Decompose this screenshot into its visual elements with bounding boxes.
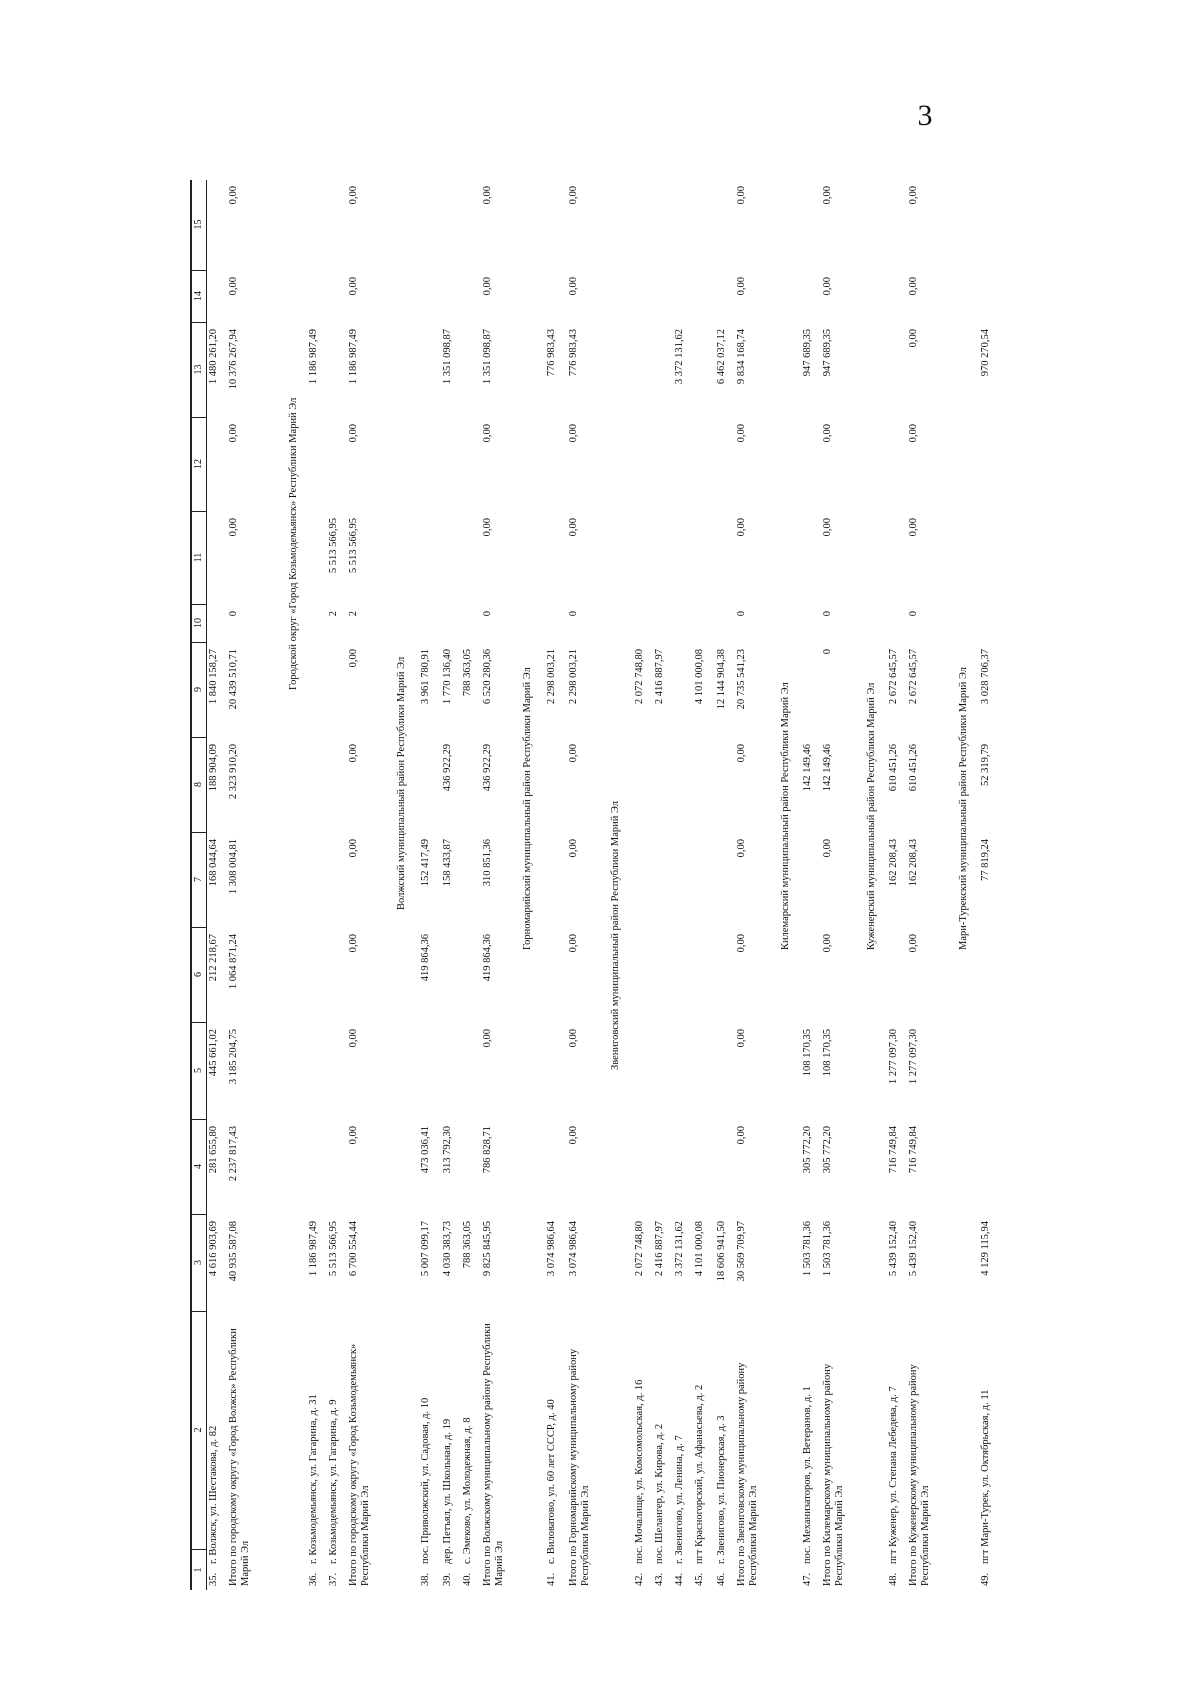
section-title: Килемарский муниципальный район Республики Марий Эл [780, 682, 791, 950]
header-col-5: 5 [192, 1022, 206, 1120]
cell-c3: 5 007 099,17 [420, 1221, 431, 1277]
cell-c5: 3 185 204,75 [228, 1029, 239, 1085]
header-col-13: 13 [192, 322, 206, 418]
cell-c8: 142 149,46 [822, 744, 833, 792]
cell-c3: 3 372 131,62 [674, 1221, 685, 1277]
cell-c10: 2 [348, 611, 359, 617]
cell-c15: 0,00 [568, 186, 579, 205]
cell-c8: 2 323 910,20 [228, 744, 239, 800]
address-label: г. Волжск, ул. Шестакова, д. 82 [208, 1425, 219, 1564]
cell-c13: 0,00 [908, 329, 919, 348]
cell-c7: 168 044,64 [208, 839, 219, 887]
cell-c14: 0,00 [908, 277, 919, 296]
cell-c7: 0,00 [822, 839, 833, 858]
cell-c3: 6 700 554,44 [348, 1221, 359, 1277]
cell-c4: 716 749,84 [908, 1126, 919, 1174]
address-label: с. Виловатово, ул. 60 лет СССР, д. 40 [546, 1399, 557, 1564]
cell-c8: 0,00 [568, 744, 579, 763]
cell-c8: 610 451,26 [908, 744, 919, 792]
cell-c13: 970 270,54 [980, 329, 991, 377]
cell-c9: 20 439 510,71 [228, 649, 239, 710]
address-label: пос. Шелангер, ул. Кирова, д. 2 [654, 1423, 665, 1564]
cell-c9: 3 028 706,37 [980, 649, 991, 705]
cell-c3: 788 363,05 [462, 1221, 473, 1269]
row-number: 47. [802, 1572, 813, 1586]
row-number: 42. [634, 1572, 645, 1586]
cell-c12: 0,00 [908, 424, 919, 443]
cell-c6: 1 064 871,24 [228, 934, 239, 990]
address-label: пос. Приволжский, ул. Садовая, д. 10 [420, 1397, 431, 1564]
address-label: дер. Петъял, ул. Школьная, д. 19 [442, 1418, 453, 1564]
cell-c4: 305 772,20 [802, 1126, 813, 1174]
cell-c7: 158 433,87 [442, 839, 453, 887]
cell-c11: 0,00 [568, 518, 579, 537]
cell-c3: 1 186 987,49 [308, 1221, 319, 1277]
cell-c6: 0,00 [908, 934, 919, 953]
cell-c7: 77 819,24 [980, 839, 991, 881]
cell-c4: 313 792,30 [442, 1126, 453, 1174]
cell-c4: 0,00 [568, 1126, 579, 1145]
cell-c14: 0,00 [568, 277, 579, 296]
cell-c3: 18 606 941,50 [716, 1221, 727, 1282]
cell-c15: 0,00 [736, 186, 747, 205]
cell-c8: 436 922,29 [482, 744, 493, 792]
cell-c5: 1 277 097,30 [888, 1029, 899, 1085]
header-col-8: 8 [192, 737, 206, 833]
cell-c11: 5 513 566,95 [348, 518, 359, 574]
section-title: Горномарийский муниципальный район Республики Марий Эл [522, 667, 533, 950]
cell-c13: 10 376 267,94 [228, 329, 239, 390]
cell-c10: 0 [568, 611, 579, 617]
cell-c3: 4 101 000,08 [694, 1221, 705, 1277]
section-title: Мари-Турекский муниципальный район Республики Марий Эл [958, 666, 969, 950]
cell-c5: 0,00 [568, 1029, 579, 1048]
header-col-4: 4 [192, 1119, 206, 1215]
address-label: пос. Мочалище, ул. Комсомольская, д. 16 [634, 1379, 645, 1564]
cell-c12: 0,00 [736, 424, 747, 443]
cell-c13: 1 186 987,49 [348, 329, 359, 385]
cell-c6: 0,00 [568, 934, 579, 953]
budget-table [190, 180, 991, 1590]
subtotal-label: Итого по Звениговскому муниципальному району Республики Марий Эл [736, 1362, 759, 1586]
cell-c9: 12 144 904,38 [716, 649, 727, 710]
cell-c6: 212 218,67 [208, 934, 219, 982]
cell-c5: 0,00 [482, 1029, 493, 1048]
cell-c9: 2 298 003,21 [546, 649, 557, 705]
cell-c11: 0,00 [908, 518, 919, 537]
row-number: 38. [420, 1572, 431, 1586]
row-number: 46. [716, 1572, 727, 1586]
cell-c11: 0,00 [228, 518, 239, 537]
cell-c13: 3 372 131,62 [674, 329, 685, 385]
cell-c13: 947 689,35 [802, 329, 813, 377]
address-label: пос. Механизаторов, ул. Ветеранов, д. 1 [802, 1386, 813, 1564]
cell-c13: 947 689,35 [822, 329, 833, 377]
cell-c12: 0,00 [568, 424, 579, 443]
row-number: 39. [442, 1572, 453, 1586]
header-col-6: 6 [192, 927, 206, 1023]
subtotal-label: Итого по городскому округу «Город Козьмодемьянск» Республики Марий Эл [348, 1343, 371, 1586]
address-label: пгт Мари-Турек, ул. Октябрьская, д. 11 [980, 1389, 991, 1564]
cell-c7: 162 208,43 [908, 839, 919, 887]
subtotal-label: Итого по Волжскому муниципальному району Республики Марий Эл [482, 1323, 505, 1586]
row-number: 44. [674, 1572, 685, 1586]
cell-c3: 1 503 781,36 [802, 1221, 813, 1277]
cell-c8: 610 451,26 [888, 744, 899, 792]
cell-c14: 0,00 [736, 277, 747, 296]
cell-c10: 0 [482, 611, 493, 617]
cell-c12: 0,00 [822, 424, 833, 443]
cell-c9: 1 840 158,27 [208, 649, 219, 705]
cell-c3: 2 416 887,97 [654, 1221, 665, 1277]
section-title: Волжский муниципальный район Республики Марий Эл [396, 656, 407, 910]
cell-c6: 419 864,36 [482, 934, 493, 982]
subtotal-label: Итого по Килемарскому муниципальному району Республики Марий Эл [822, 1363, 845, 1586]
row-number: 45. [694, 1572, 705, 1586]
address-label: г. Козьмодемьянск, ул. Гагарина, д. 31 [308, 1394, 319, 1564]
cell-c6: 0,00 [736, 934, 747, 953]
cell-c9: 2 072 748,80 [634, 649, 645, 705]
cell-c8: 188 904,09 [208, 744, 219, 792]
cell-c4: 305 772,20 [822, 1126, 833, 1174]
cell-c13: 776 983,43 [546, 329, 557, 377]
cell-c4: 0,00 [348, 1126, 359, 1145]
cell-c4: 2 237 817,43 [228, 1126, 239, 1182]
cell-c15: 0,00 [908, 186, 919, 205]
cell-c10: 2 [328, 611, 339, 617]
cell-c8: 436 922,29 [442, 744, 453, 792]
cell-c7: 162 208,43 [888, 839, 899, 887]
section-title: Звениговский муниципальный район Республики Марий Эл [610, 800, 621, 1070]
cell-c4: 786 828,71 [482, 1126, 493, 1174]
cell-c15: 0,00 [482, 186, 493, 205]
address-label: пгт Красногорский, ул. Афанасьева, д. 2 [694, 1384, 705, 1564]
cell-c5: 0,00 [736, 1029, 747, 1048]
cell-c3: 9 825 845,95 [482, 1221, 493, 1277]
cell-c13: 1 186 987,49 [308, 329, 319, 385]
row-number: 36. [308, 1572, 319, 1586]
row-number: 43. [654, 1572, 665, 1586]
subtotal-label: Итого по Горномарийскому муниципальному району Республики Марий Эл [568, 1348, 591, 1586]
cell-c3: 4 129 115,94 [980, 1221, 991, 1276]
cell-c6: 0,00 [348, 934, 359, 953]
cell-c13: 1 351 098,87 [482, 329, 493, 385]
row-number: 48. [888, 1572, 899, 1586]
page-number: 3 [917, 99, 933, 132]
section-title: Городской округ «Город Козьмодемьянск» Республики Марий Эл [288, 397, 299, 690]
cell-c11: 5 513 566,95 [328, 518, 339, 574]
section-title: Куженерский муниципальный район Республики Марий Эл [866, 682, 877, 950]
cell-c3: 3 074 986,64 [568, 1221, 579, 1277]
cell-c3: 1 503 781,36 [822, 1221, 833, 1277]
cell-c9: 6 520 280,36 [482, 649, 493, 705]
cell-c15: 0,00 [348, 186, 359, 205]
row-number: 40. [462, 1572, 473, 1586]
subtotal-label: Итого по Куженерскому муниципальному району Республики Марий Эл [908, 1364, 931, 1586]
cell-c14: 0,00 [228, 277, 239, 296]
cell-c9: 2 298 003,21 [568, 649, 579, 705]
cell-c9: 1 770 136,40 [442, 649, 453, 705]
header-col-3: 3 [192, 1214, 206, 1312]
cell-c3: 30 569 709,97 [736, 1221, 747, 1282]
cell-c7: 0,00 [736, 839, 747, 858]
cell-c11: 0,00 [736, 518, 747, 537]
cell-c9: 4 101 000,08 [694, 649, 705, 705]
cell-c12: 0,00 [348, 424, 359, 443]
cell-c15: 0,00 [228, 186, 239, 205]
address-label: пгт Куженер, ул. Степана Лебедева, д. 7 [888, 1386, 899, 1564]
address-label: г. Звенигово, ул. Ленина, д. 7 [674, 1435, 685, 1564]
address-label: г. Козьмодемьянск, ул. Гагарина, д. 9 [328, 1399, 339, 1564]
cell-c10: 0 [228, 611, 239, 617]
cell-c3: 2 072 748,80 [634, 1221, 645, 1277]
header-col-1: 1 [193, 1567, 204, 1573]
cell-c7: 0,00 [348, 839, 359, 858]
cell-c13: 776 983,43 [568, 329, 579, 377]
cell-c7: 1 308 004,81 [228, 839, 239, 895]
cell-c14: 0,00 [822, 277, 833, 296]
header-col-7: 7 [192, 832, 206, 928]
subtotal-label: Итого по городскому округу «Город Волжск» Республики Марий Эл [228, 1328, 251, 1586]
cell-c3: 4 030 383,73 [442, 1221, 453, 1277]
cell-c6: 419 864,36 [420, 934, 431, 982]
header-col-14: 14 [192, 270, 206, 323]
row-number: 37. [328, 1572, 339, 1586]
address-label: г. Звенигово, ул. Пионерская, д. 3 [716, 1415, 727, 1564]
cell-c3: 40 935 587,08 [228, 1221, 239, 1282]
cell-c8: 52 319,79 [980, 744, 991, 786]
cell-c13: 9 834 168,74 [736, 329, 747, 385]
cell-c10: 0 [908, 611, 919, 617]
cell-c7: 310 851,36 [482, 839, 493, 887]
cell-c14: 0,00 [348, 277, 359, 296]
cell-c5: 108 170,35 [822, 1029, 833, 1077]
address-label: с. Эмеково, ул. Молодежная, д. 8 [462, 1417, 473, 1564]
cell-c4: 281 655,80 [208, 1126, 219, 1174]
cell-c8: 0,00 [348, 744, 359, 763]
cell-c13: 1 351 098,87 [442, 329, 453, 385]
cell-c13: 6 462 037,12 [716, 329, 727, 385]
cell-c4: 716 749,84 [888, 1126, 899, 1174]
row-number: 41. [546, 1572, 557, 1586]
cell-c9: 3 961 780,91 [420, 649, 431, 705]
cell-c9: 20 735 541,23 [736, 649, 747, 710]
column-number-header [190, 180, 207, 1590]
header-col-12: 12 [192, 417, 206, 512]
cell-c9: 2 672 645,57 [888, 649, 899, 705]
cell-c10: 0 [736, 611, 747, 617]
cell-c9: 2 416 887,97 [654, 649, 665, 705]
row-number: 49. [980, 1572, 991, 1586]
cell-c3: 5 513 566,95 [328, 1221, 339, 1277]
header-col-15: 15 [192, 179, 206, 271]
cell-c11: 0,00 [482, 518, 493, 537]
cell-c3: 3 074 986,64 [546, 1221, 557, 1277]
cell-c9: 2 672 645,57 [908, 649, 919, 705]
row-number: 35. [208, 1572, 219, 1586]
cell-c9: 788 363,05 [462, 649, 473, 697]
header-col-2: 2 [192, 1311, 206, 1550]
cell-c6: 0,00 [822, 934, 833, 953]
cell-c7: 0,00 [568, 839, 579, 858]
cell-c13: 1 480 261,20 [208, 329, 219, 385]
header-col-11: 11 [192, 511, 206, 605]
cell-c9: 0,00 [348, 649, 359, 668]
cell-c3: 5 439 152,40 [908, 1221, 919, 1277]
cell-c9: 0 [822, 649, 833, 655]
cell-c12: 0,00 [482, 424, 493, 443]
cell-c4: 473 036,41 [420, 1126, 431, 1174]
cell-c10: 0 [822, 611, 833, 617]
cell-c12: 0,00 [228, 424, 239, 443]
cell-c8: 0,00 [736, 744, 747, 763]
cell-c3: 4 616 903,69 [208, 1221, 219, 1277]
cell-c8: 142 149,46 [802, 744, 813, 792]
cell-c4: 0,00 [736, 1126, 747, 1145]
header-col-9: 9 [192, 642, 206, 738]
cell-c7: 152 417,49 [420, 839, 431, 887]
cell-c5: 108 170,35 [802, 1029, 813, 1077]
header-col-10: 10 [192, 604, 206, 643]
cell-c5: 0,00 [348, 1029, 359, 1048]
cell-c5: 1 277 097,30 [908, 1029, 919, 1085]
cell-c5: 445 661,02 [208, 1029, 219, 1077]
cell-c15: 0,00 [822, 186, 833, 205]
cell-c3: 5 439 152,40 [888, 1221, 899, 1277]
cell-c14: 0,00 [482, 277, 493, 296]
cell-c11: 0,00 [822, 518, 833, 537]
